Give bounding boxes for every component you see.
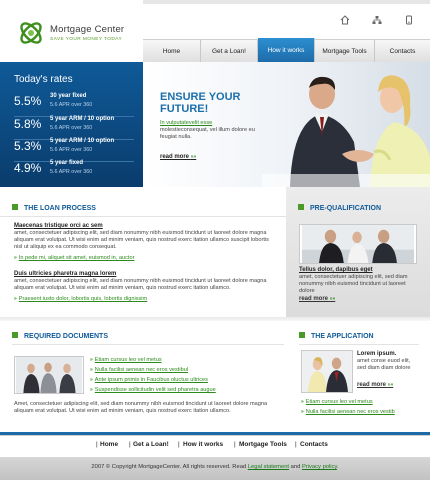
application-heading-text: THE APPLICATION bbox=[311, 333, 374, 340]
footer-nav-how-it-works[interactable]: How it works bbox=[183, 441, 224, 448]
required-docs-body: Amet, consectetuer adipiscing elit, sed diam nonummy nibh euismod tincidunt ut laoreet dolore magna aliquam erat volutpat. Ut wisi enim ad minim veniam, quis nostrud exerc itation ullamco. bbox=[14, 401, 268, 414]
app-link[interactable]: Nulla facilisi aenean nec eros vestib bbox=[305, 409, 395, 415]
doc-link[interactable]: Ante ipsum primis in Faucibus oluctus ultrices bbox=[94, 377, 208, 383]
app-link[interactable]: Etiam cursus leo vel metus bbox=[305, 399, 373, 405]
rate-row bbox=[14, 159, 134, 183]
nav-get-loan[interactable]: Get a Loan! bbox=[201, 40, 258, 63]
arrow-icon: » bbox=[301, 399, 304, 405]
loan-item-body: amet, consectetuer adipiscing elit, sed diam nonummy nibh euismod tincidunt ut laoreet dolore magna aliquam erat volutpat. Ut wisi enim ad minim veniam, quis nostrud exerc itation ullamco. bbox=[14, 278, 267, 291]
arrow-icon: » bbox=[14, 296, 17, 302]
legal-statement-link[interactable]: Legal statement bbox=[247, 464, 290, 470]
application-heading bbox=[299, 328, 374, 345]
arrow-icon: » bbox=[90, 367, 93, 373]
prequal-heading-text: PRE-QUALIFICATION bbox=[310, 205, 382, 212]
hero-text: molestieconsequat, vel illum dolore eu feugiat nulla. bbox=[160, 127, 255, 140]
double-arrow-icon: »» bbox=[190, 154, 197, 160]
doc-link[interactable]: Suspendisse sollicitudin velit sed pharetra augue bbox=[94, 387, 216, 393]
rate-apr: 5.6 APR over 360 bbox=[50, 169, 93, 175]
nav-mortgage-tools[interactable]: Mortgage Tools bbox=[315, 40, 375, 63]
loan-process-heading-text: THE LOAN PROCESS bbox=[24, 205, 96, 212]
prequal-title[interactable]: Tellus dolor, dapibus eget bbox=[299, 267, 373, 273]
rate-name: 5 year fixed bbox=[50, 160, 84, 166]
loan-item-title[interactable]: Duis ultricies pharetra magna lorem bbox=[14, 271, 117, 277]
footer-separator: | bbox=[234, 441, 236, 448]
rate-apr: 5.6 APR over 360 bbox=[50, 102, 93, 108]
arrow-icon: » bbox=[14, 255, 17, 261]
hero-title-line1: ENSURE YOUR bbox=[160, 91, 241, 103]
hero-read-more[interactable] bbox=[160, 154, 198, 160]
privacy-policy-link[interactable]: Privacy policy bbox=[301, 464, 337, 470]
footer-separator: | bbox=[178, 441, 180, 448]
arrow-icon: » bbox=[90, 357, 93, 363]
footer-separator: | bbox=[96, 441, 98, 448]
footer-nav-contacts[interactable]: Contacts bbox=[300, 441, 328, 448]
bullet-square-icon bbox=[12, 204, 18, 210]
hero-title bbox=[160, 91, 270, 115]
nav-how-it-works[interactable]: How it works bbox=[258, 38, 315, 63]
doc-link-row bbox=[90, 357, 162, 363]
required-docs-heading-text: REQUIRED DOCUMENTS bbox=[24, 333, 109, 340]
rate-row bbox=[14, 92, 134, 117]
required-docs-heading bbox=[12, 328, 108, 345]
application-title: Lorem ipsum. bbox=[357, 351, 397, 357]
loan-process-heading bbox=[0, 200, 286, 217]
prequal-heading bbox=[286, 200, 430, 217]
bullet-square-icon bbox=[299, 332, 305, 338]
doc-link-row bbox=[90, 367, 188, 373]
heading-rule bbox=[299, 344, 419, 345]
copyright bbox=[0, 464, 430, 470]
copyright-text: 2007 © Copyright MortgageCenter. All rights reserved. Read bbox=[91, 464, 247, 470]
home-icon[interactable] bbox=[340, 15, 350, 25]
prequal-read-more[interactable] bbox=[299, 296, 337, 302]
section-divider bbox=[0, 317, 430, 321]
contact-icon[interactable] bbox=[404, 15, 414, 25]
rate-percent: 5.8% bbox=[14, 117, 42, 131]
top-strip bbox=[143, 0, 430, 4]
rate-apr: 5.6 APR over 360 bbox=[50, 125, 93, 131]
doc-link-row bbox=[90, 377, 208, 383]
loan-item-body: amet, consectetuer adipiscing elit, sed diam nonummy nibh euismod tincidunt ut laoreet dolore magna aliquam erat volutpat. Ut wisi enim ad minim veniam, quis nostrud exerc itation ullamco suscipit lobortis nisl ut aliquip ex ea commodo consequat. bbox=[14, 230, 269, 250]
footer-nav-mortgage-tools[interactable]: Mortgage Tools bbox=[239, 441, 287, 448]
doc-link-row bbox=[90, 387, 216, 393]
read-more-label: read more bbox=[160, 154, 190, 160]
footer-separator: | bbox=[295, 441, 297, 448]
hero-link[interactable]: In vulputatevelit esse bbox=[160, 120, 213, 126]
app-link-row bbox=[301, 409, 395, 415]
doc-link[interactable]: Nulla facilisi aenean nec eros vestibul bbox=[94, 367, 189, 373]
handshake-photo bbox=[262, 62, 430, 187]
arrow-icon: » bbox=[301, 409, 304, 415]
brand-tagline: SAVE YOUR MONEY TODAY bbox=[50, 37, 123, 42]
copyright-and: and bbox=[290, 464, 301, 470]
rate-name: 5 year ARM / 10 option bbox=[50, 138, 115, 144]
read-more-label: read more bbox=[299, 296, 329, 302]
doc-link[interactable]: Etiam cursus leo vel metus bbox=[94, 357, 162, 363]
copyright-end: . bbox=[336, 464, 339, 470]
application-body: amet conse euod elit, sed diam diam dolore bbox=[357, 358, 411, 371]
footer-nav-get-loan[interactable]: Get a Loan! bbox=[133, 441, 169, 448]
rate-percent: 5.5% bbox=[14, 94, 42, 108]
heading-rule bbox=[12, 344, 284, 345]
prequal-body: amet, consectetuer adipiscing elit, sed diam nonummy nibh euismod tincidunt ut laoreet dolore bbox=[299, 274, 408, 294]
loan-item-link[interactable]: Praesent iusto dolor, lobortis quis, lobortis dignissim bbox=[18, 296, 148, 302]
prequal-photo bbox=[299, 224, 417, 264]
application-photo bbox=[301, 350, 353, 393]
bullet-square-icon bbox=[298, 204, 304, 210]
arrow-icon: » bbox=[90, 377, 93, 383]
documents-photo bbox=[14, 356, 84, 394]
loan-item-title[interactable]: Maecenas tristique orci ac sem bbox=[14, 223, 103, 229]
nav-contacts[interactable]: Contacts bbox=[389, 48, 416, 55]
double-arrow-icon: »» bbox=[387, 382, 394, 388]
rate-name: 30 year fixed bbox=[50, 93, 87, 99]
bullet-square-icon bbox=[12, 332, 18, 338]
logo-icon[interactable] bbox=[16, 18, 46, 48]
hero-title-line2: FUTURE! bbox=[160, 103, 209, 115]
application-read-more[interactable] bbox=[357, 382, 395, 388]
footer-nav-home[interactable]: Home bbox=[100, 441, 119, 448]
nav-home[interactable]: Home bbox=[143, 40, 201, 63]
loan-item-link[interactable]: In pede mi, aliquet sit amet, euismod in, auctor bbox=[18, 255, 135, 261]
loan-item-link-row bbox=[14, 296, 147, 302]
brand-title: Mortgage Center bbox=[50, 24, 125, 35]
rate-percent: 4.9% bbox=[14, 161, 42, 175]
app-link-row bbox=[301, 399, 373, 405]
sitemap-icon[interactable] bbox=[372, 15, 382, 25]
rates-title: Today's rates bbox=[14, 74, 73, 85]
arrow-icon: » bbox=[90, 387, 93, 393]
footer-separator: | bbox=[129, 441, 131, 448]
main-nav bbox=[143, 39, 430, 64]
rate-name: 5 year ARM / 10 option bbox=[50, 116, 115, 122]
double-arrow-icon: »» bbox=[329, 296, 336, 302]
rate-apr: 5.6 APR over 360 bbox=[50, 147, 93, 153]
loan-item-link-row bbox=[14, 255, 134, 261]
rate-percent: 5.3% bbox=[14, 139, 42, 153]
read-more-label: read more bbox=[357, 382, 387, 388]
